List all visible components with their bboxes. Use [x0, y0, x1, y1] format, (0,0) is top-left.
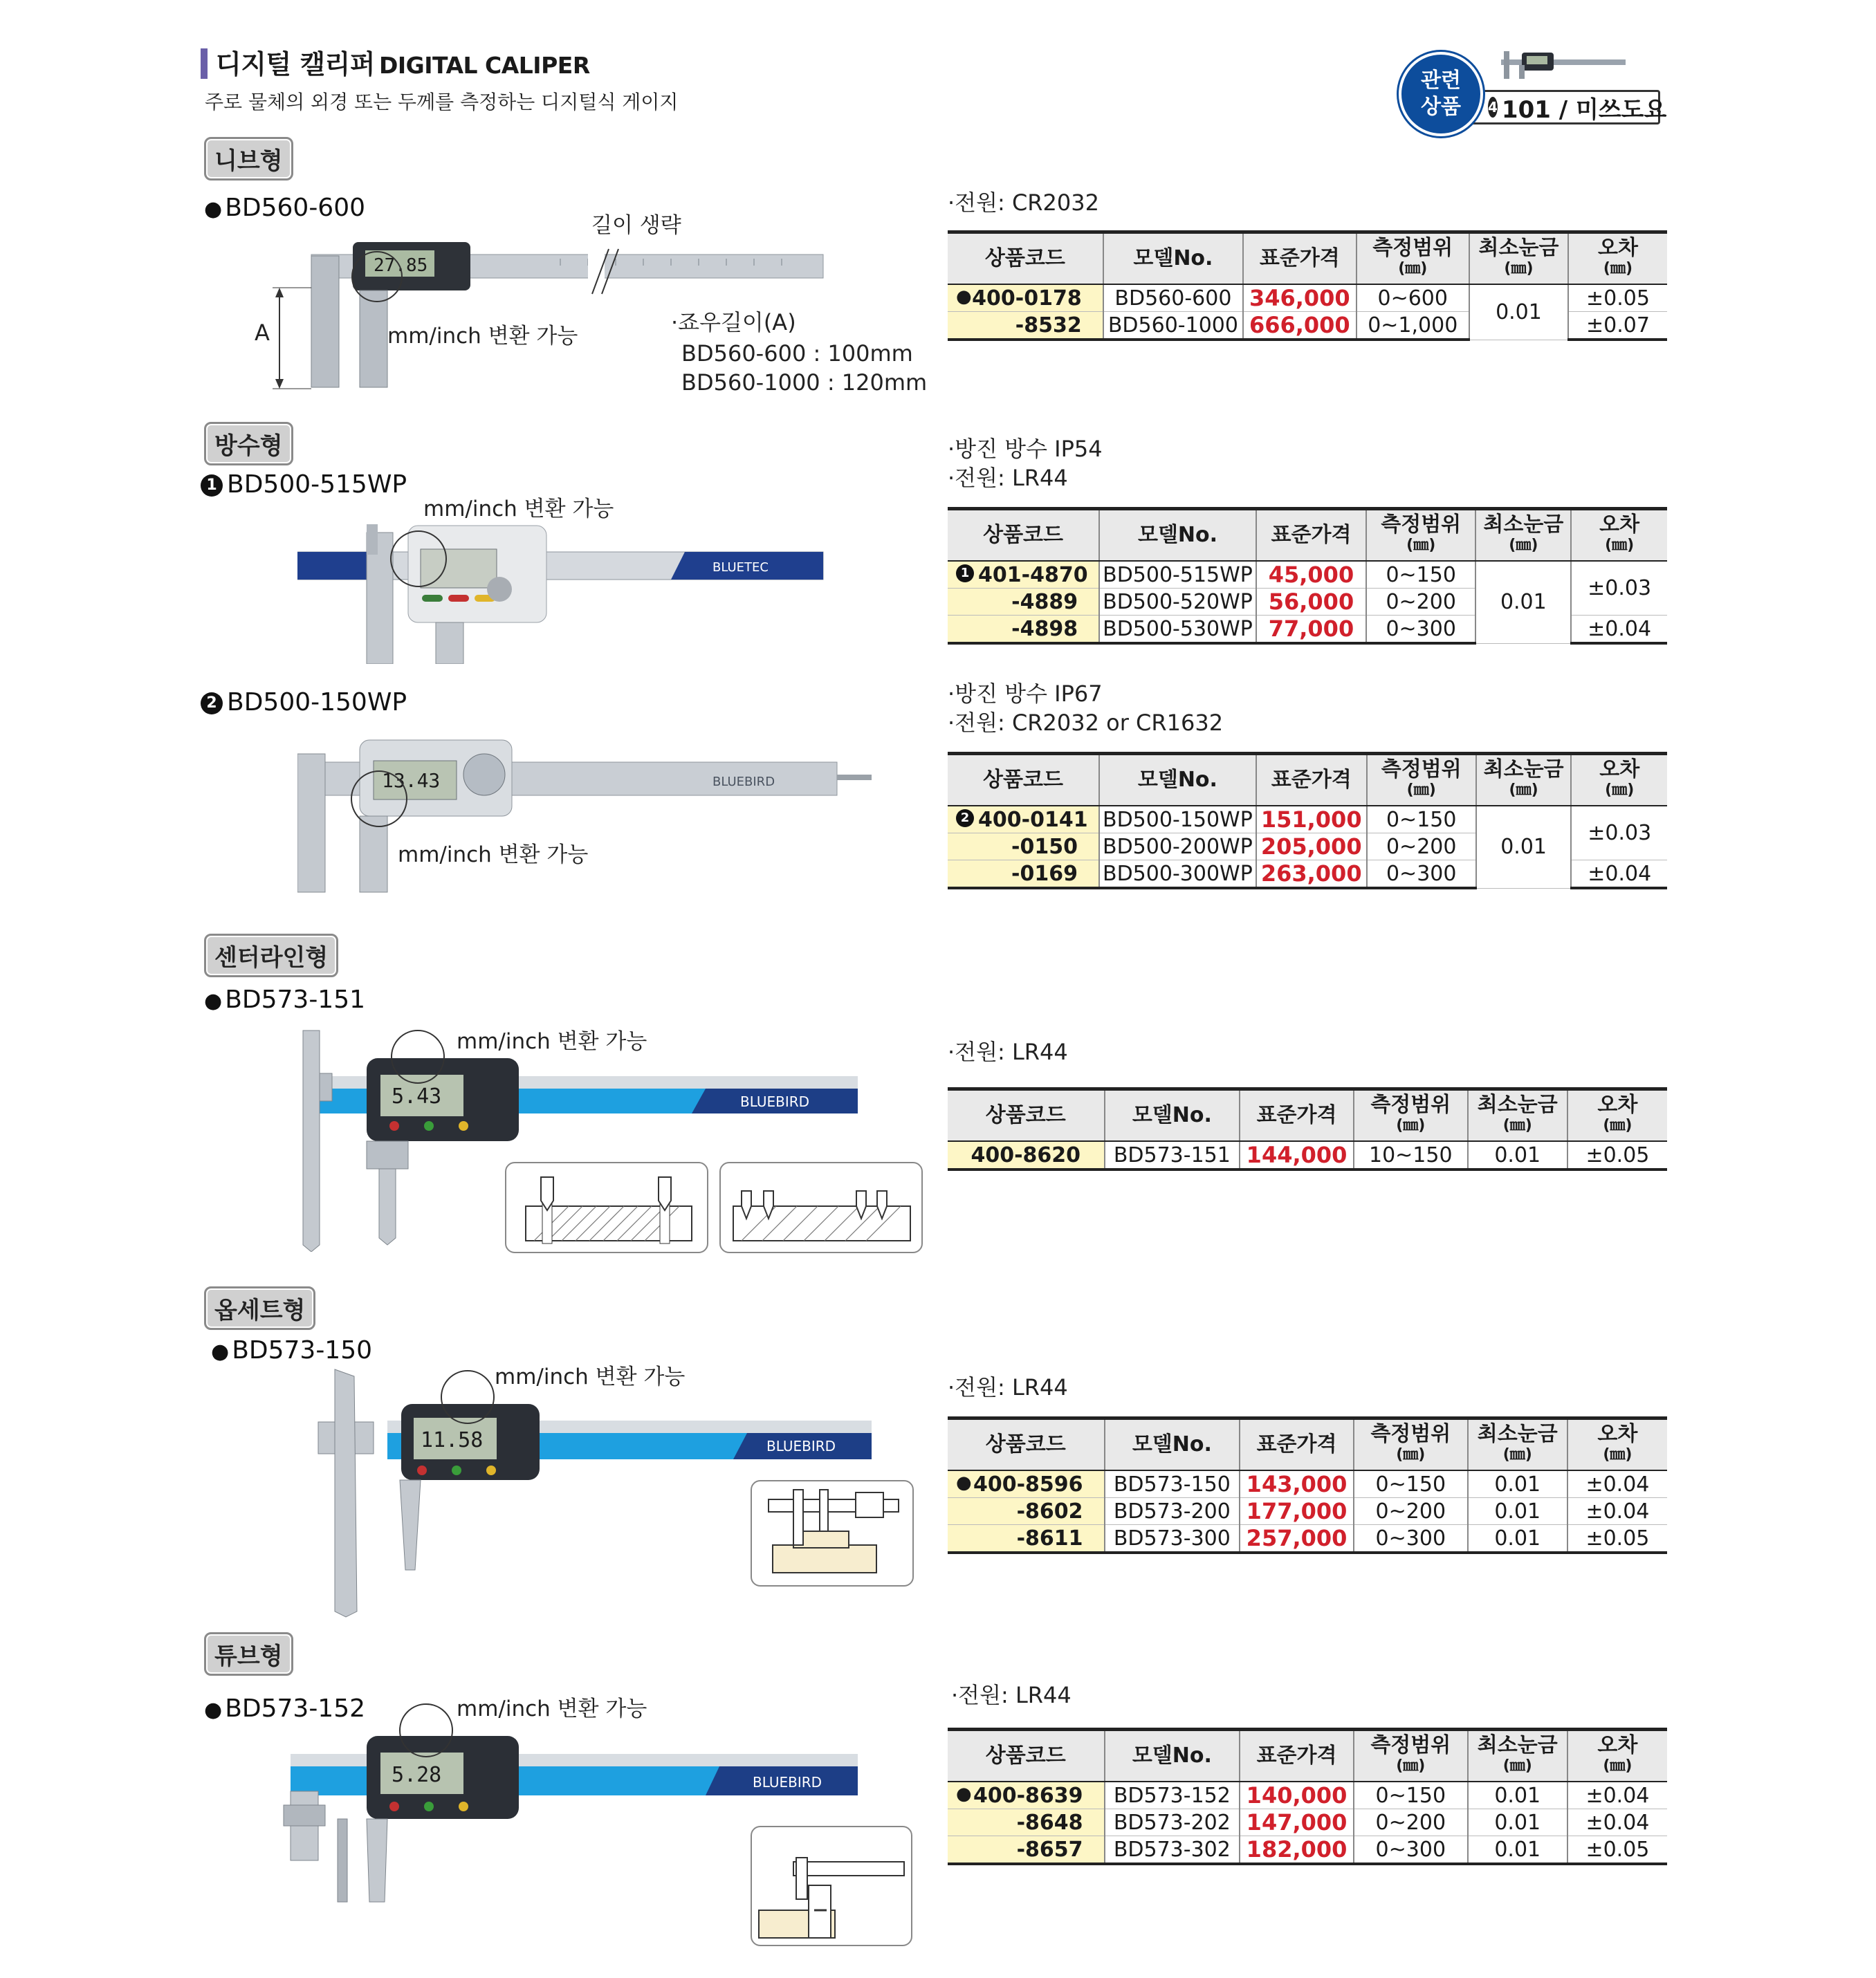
col-price: 표준가격: [1243, 232, 1356, 285]
spec-table-offset: 상품코드 모델No. 표준가격 측정범위 (㎜) 최소눈금 (㎜) 오차 (㎜) ● 400-8596 BD573-150 143,000 0~150 0.01 ±0.04 -8602 BD573-200 177,000 0~200 0.01 ±0.04 -8611 BD573-300 257,000 0~300 0.01 ±0.05: [948, 1416, 1667, 1554]
table-row: -4889 BD500-520WP 56,000 0~200: [948, 589, 1667, 616]
tube-note-power: ·전원: LR44: [951, 1682, 1072, 1708]
nib-length-omitted-note: 길이 생략: [591, 213, 681, 238]
related-number: 4: [1488, 97, 1498, 118]
related-badge: 관련 상품: [1399, 52, 1483, 136]
wp2-lcd-reading: 13.43: [382, 769, 441, 792]
wp2-convert-note: mm/inch 변환 가능: [398, 842, 589, 867]
wp2-note-power: ·전원: CR2032 or CR1632: [948, 710, 1224, 736]
table-row: 2 400-0141 BD500-150WP 151,000 0~150 0.01 ±0.03: [948, 806, 1667, 833]
table-row: ● 400-0178 BD560-600 346,000 0~600 0.01 ±0.05: [948, 284, 1667, 312]
related-product-link[interactable]: [1466, 90, 1667, 124]
wp2-caliper-image: [297, 733, 879, 899]
wp2-note-ip67: ·방진 방수 IP67: [948, 681, 1103, 707]
nib-jaw-length-title: ·죠우길이(A): [671, 309, 796, 335]
table-row: -8657 BD573-302 182,000 0~300 0.01 ±0.05: [948, 1836, 1667, 1865]
wp1-brand: BLUETEC: [712, 560, 769, 575]
spec-table-centerline: 상품코드 모델No. 표준가격 측정범위 (㎜) 최소눈금 (㎜) 오차 (㎜) 400-8620 BD573-151 144,000 10~150 0.01 ±0.05: [948, 1087, 1667, 1171]
wp1-convert-note: mm/inch 변환 가능: [423, 497, 614, 521]
col-code: 상품코드: [948, 232, 1103, 285]
tube-usage-diagram: [751, 1826, 912, 1946]
table-row: 1 401-4870 BD500-515WP 45,000 0~150 0.01 ±0.03: [948, 561, 1667, 589]
table-row: -4898 BD500-530WP 77,000 0~300 ±0.04: [948, 616, 1667, 644]
offset-brand: BLUEBIRD: [766, 1438, 836, 1454]
table-row: -8532 BD560-1000 666,000 0~1,000 ±0.07: [948, 312, 1667, 340]
offset-convert-note: mm/inch 변환 가능: [495, 1365, 686, 1389]
centerline-note-power: ·전원: LR44: [948, 1039, 1068, 1065]
section-tag-waterproof: 방수형: [204, 422, 293, 465]
table-row: -8611 BD573-300 257,000 0~300 0.01 ±0.05: [948, 1525, 1667, 1553]
spec-table-waterproof-1: 상품코드 모델No. 표준가격 측정범위 (㎜) 최소눈금 (㎜) 오차 (㎜) 1 401-4870 BD500-515WP 45,000 0~150 0.01 ±0.03 -4889 BD500-520WP 56,000 0~200 -4898 BD500-530WP 77,000 0~300 ±0.04: [948, 507, 1667, 645]
table-row: -8648 BD573-202 147,000 0~200 0.01 ±0.04: [948, 1809, 1667, 1836]
product-label-bd573-152: ● BD573-152: [204, 1694, 366, 1723]
spec-table-tube: 상품코드 모델No. 표준가격 측정범위 (㎜) 최소눈금 (㎜) 오차 (㎜) ● 400-8639 BD573-152 140,000 0~150 0.01 ±0.04 -8648 BD573-202 147,000 0~200 0.01 ±0.04 -8657 BD573-302 182,000 0~300 0.01 ±0.05: [948, 1728, 1667, 1865]
product-label-bd573-150: ● BD573-150: [211, 1336, 373, 1365]
nib-dimension-label: A: [255, 320, 270, 346]
offset-note-power: ·전원: LR44: [948, 1374, 1068, 1401]
centerline-usage-diagram-1: [505, 1162, 708, 1253]
wp2-brand: BLUEBIRD: [712, 775, 775, 789]
section-tag-nib: 니브형: [204, 137, 293, 181]
product-label-bd560-600: ● BD560-600: [204, 194, 366, 222]
spec-table-waterproof-2: 상품코드 모델No. 표준가격 측정범위 (㎜) 최소눈금 (㎜) 오차 (㎜) 2 400-0141 BD500-150WP 151,000 0~150 0.01 ±0.03 -0150 BD500-200WP 205,000 0~200 -0169 BD500-300WP 263,000 0~300 ±0.04: [948, 752, 1667, 889]
table-row: -0150 BD500-200WP 205,000 0~200: [948, 833, 1667, 860]
product-label-bd500-515wp: 1 BD500-515WP: [201, 470, 407, 499]
col-model: 모델No.: [1103, 232, 1243, 285]
table-row: ● 400-8596 BD573-150 143,000 0~150 0.01 ±0.04: [948, 1470, 1667, 1498]
nib-jaw-length-line2: BD560-1000 : 120mm: [681, 369, 928, 396]
nib-lcd-reading: 27.85: [374, 255, 428, 276]
title-accent-bar: [201, 48, 208, 79]
page-title: 디지털 캘리퍼 DIGITAL CALIPER: [216, 49, 590, 80]
col-range: 측정범위 (㎜): [1357, 232, 1469, 285]
centerline-brand: BLUEBIRD: [740, 1093, 810, 1110]
col-error: 오차 (㎜): [1568, 232, 1667, 285]
col-resolution: 최소눈금 (㎜): [1469, 232, 1568, 285]
tube-convert-note: mm/inch 변환 가능: [457, 1697, 647, 1721]
section-tag-centerline: 센터라인형: [204, 934, 338, 977]
table-row: 400-8620 BD573-151 144,000 10~150 0.01 ±0.05: [948, 1141, 1667, 1170]
offset-usage-diagram: [751, 1480, 914, 1587]
table-row: -8602 BD573-200 177,000 0~200 0.01 ±0.04: [948, 1498, 1667, 1525]
wp1-caliper-image: [297, 512, 837, 664]
table-row: ● 400-8639 BD573-152 140,000 0~150 0.01 ±0.04: [948, 1782, 1667, 1809]
nib-convert-note: mm/inch 변환 가능: [387, 324, 578, 349]
product-label-bd573-151: ● BD573-151: [204, 986, 366, 1014]
wp1-note-power: ·전원: LR44: [948, 465, 1068, 491]
tube-lcd-reading: 5.28: [392, 1763, 442, 1787]
nib-jaw-length-line1: BD560-600 : 100mm: [681, 340, 913, 367]
centerline-usage-diagram-2: [719, 1162, 923, 1253]
related-text: 101 / 미쓰도요: [1501, 95, 1667, 124]
section-tag-tube: 튜브형: [204, 1632, 293, 1676]
page-subtitle: 주로 물체의 외경 또는 두께를 측정하는 디지털식 게이지: [205, 91, 679, 113]
centerline-convert-note: mm/inch 변환 가능: [457, 1029, 647, 1054]
table-row: -0169 BD500-300WP 263,000 0~300 ±0.04: [948, 860, 1667, 889]
spec-table-nib: [948, 230, 1667, 341]
tube-brand: BLUEBIRD: [753, 1774, 822, 1791]
centerline-lcd-reading: 5.43: [392, 1084, 442, 1109]
nib-power-note: ·전원: CR2032: [948, 190, 1099, 216]
related-caliper-thumbnail: [1494, 48, 1633, 83]
product-label-bd500-150wp: 2 BD500-150WP: [201, 688, 407, 717]
section-tag-offset: 옵세트형: [204, 1286, 315, 1330]
offset-lcd-reading: 11.58: [421, 1428, 484, 1452]
wp1-note-ip54: ·방진 방수 IP54: [948, 436, 1103, 462]
